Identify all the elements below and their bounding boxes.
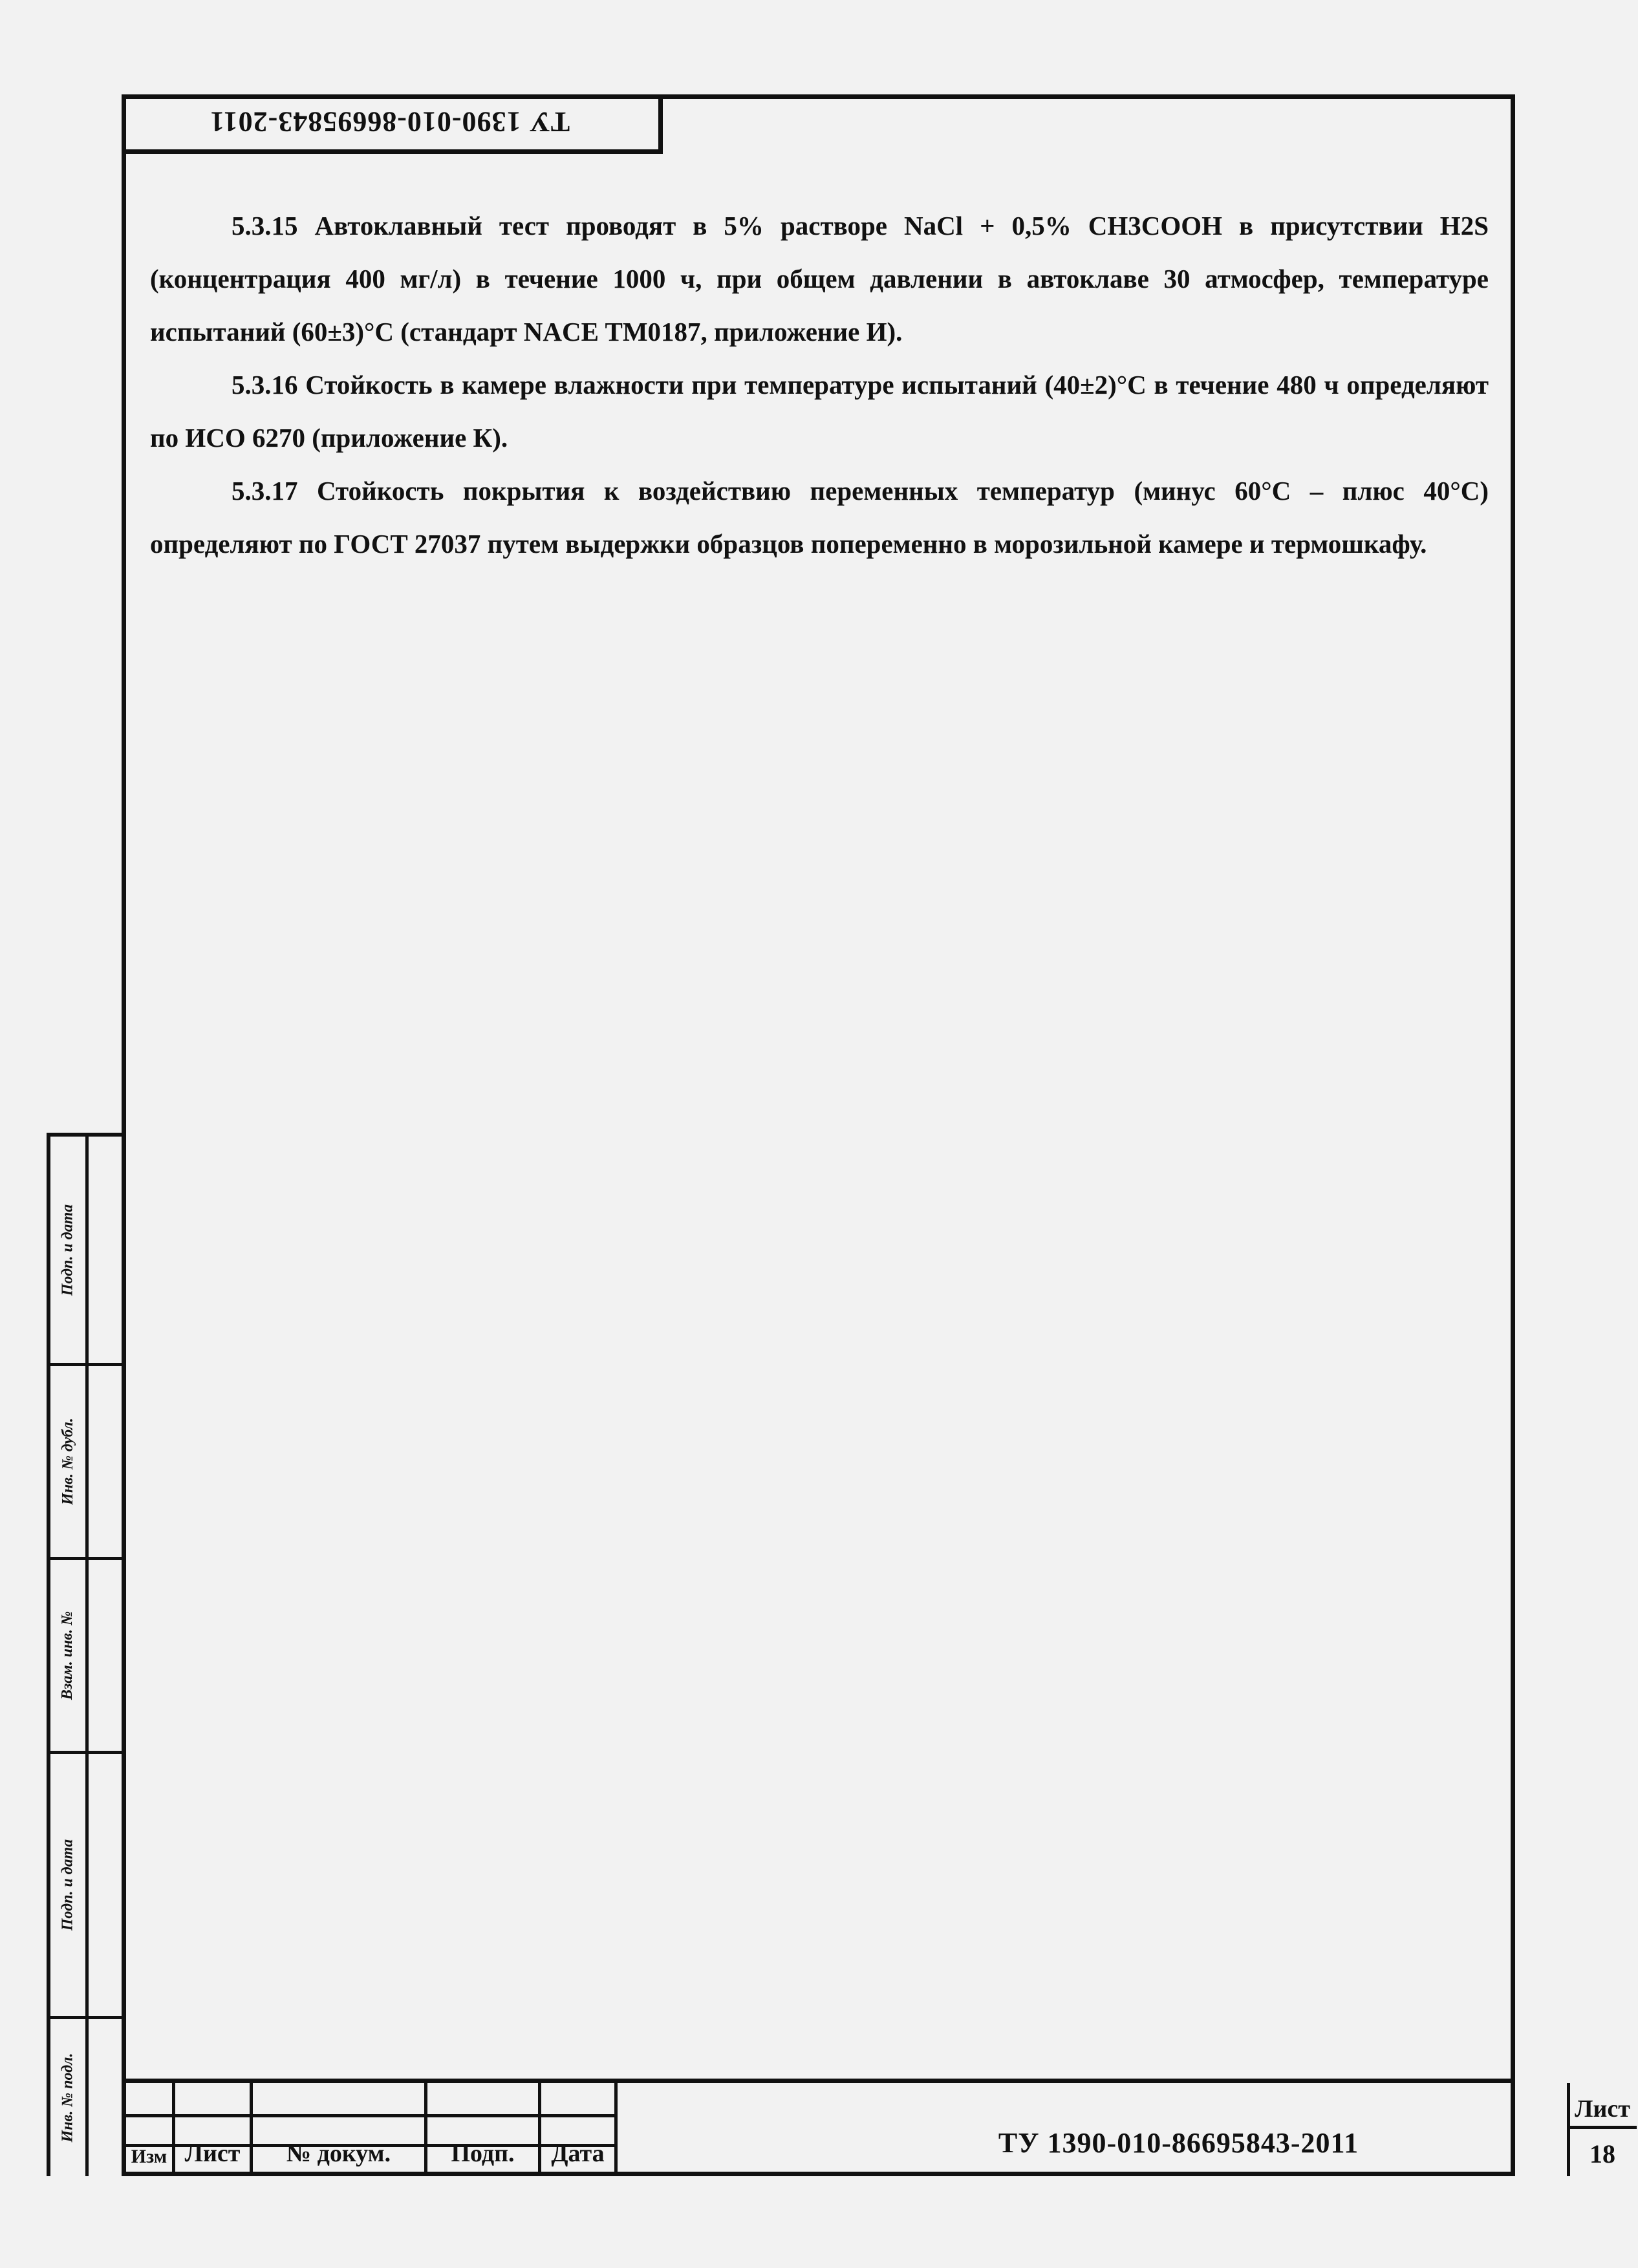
side-cell-sign-date-1 — [50, 1137, 122, 1366]
side-label-sign-date-1: Подп. и дата — [59, 1204, 76, 1296]
side-cell-inv-podl — [50, 2019, 122, 2176]
title-block-row-line-1 — [126, 2114, 618, 2117]
title-block — [126, 2079, 1630, 2172]
col-izm-label: Изм — [131, 2146, 167, 2167]
col-sign-label: Подп. — [451, 2140, 515, 2167]
side-label-vzam-inv: Взам. инв. № — [59, 1610, 76, 1700]
sheet-label: Лист — [1575, 2095, 1630, 2123]
title-block-col-line-5 — [614, 2083, 618, 2176]
side-cell-inv-dubl — [50, 1366, 122, 1560]
side-stamp-column — [47, 1133, 122, 2176]
side-cell-sign-date-2 — [50, 1754, 122, 2019]
sheet-box-divider — [1567, 2126, 1637, 2129]
col-date-label: Дата — [551, 2140, 605, 2167]
col-list-label: Лист — [184, 2140, 241, 2167]
paragraph-5-3-16: 5.3.16 Стойкость в камере влажности при температуре испытаний (40±2)°С в течение 480 ч определяют по ИСО 6270 (приложение К). — [150, 370, 1489, 453]
designation-mirrored-text: ТУ 1390-010-86695843-2011 — [210, 106, 570, 138]
document-body — [150, 199, 1489, 570]
col-doc-label: № докум. — [286, 2140, 391, 2167]
side-label-sign-date-2: Подп. и дата — [59, 1839, 76, 1931]
paragraph-5-3-17: 5.3.17 Стойкость покрытия к воздействию переменных температур (минус 60°С – плюс 40°С) определяют по ГОСТ 27037 путем выдержки образцов попеременно в морозильной камере и термошкафу. — [150, 476, 1489, 559]
side-label-inv-podl: Инв. № подл. — [59, 2053, 76, 2143]
side-label-inv-dubl: Инв. № дубл. — [59, 1418, 76, 1505]
paragraph-5-3-15: 5.3.15 Автоклавный тест проводят в 5% растворе NaCl + 0,5% CH3COOH в присутствии H2S (концентрация 400 мг/л) в течение 1000 ч, при общем давлении в автоклаве 30 атмосфер, температуре испытаний (60±3)°С (стандарт NACE TM0187, приложение И). — [150, 211, 1489, 347]
sheet-number: 18 — [1590, 2139, 1615, 2168]
side-cell-vzam-inv — [50, 1560, 122, 1754]
designation-tab — [122, 94, 663, 154]
document-code: ТУ 1390-010-86695843-2011 — [998, 2126, 1359, 2159]
